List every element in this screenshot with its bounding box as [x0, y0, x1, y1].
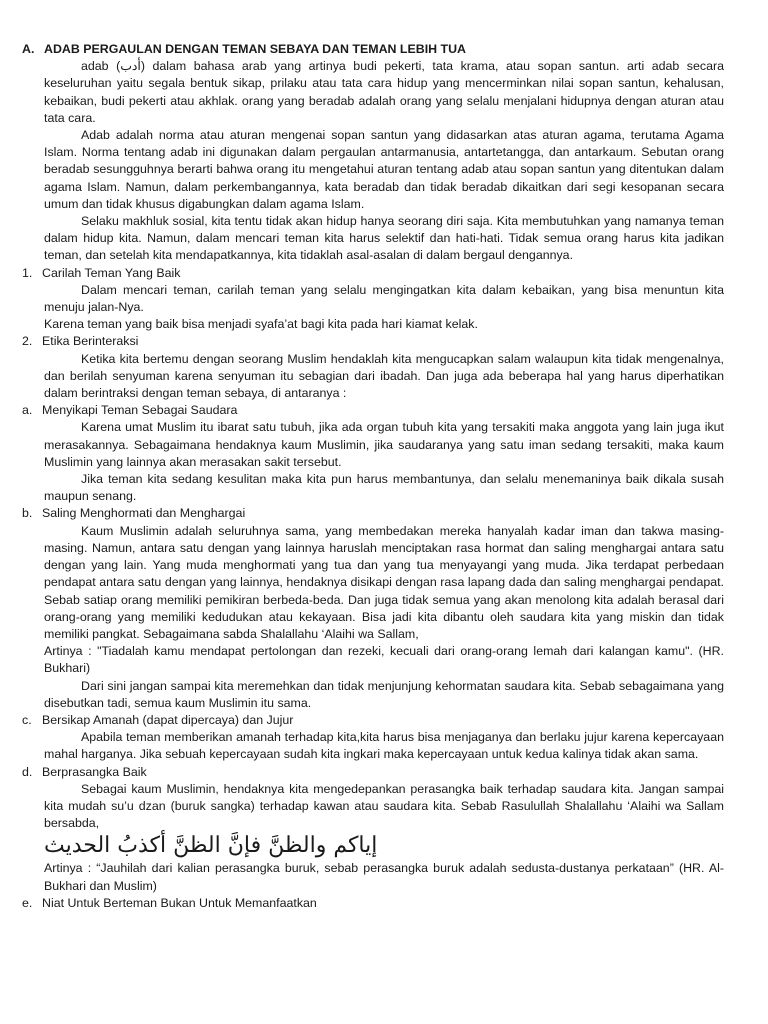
item-title: Bersikap Amanah (dapat dipercaya) dan Jujur	[42, 712, 294, 727]
item-number: 1.	[22, 265, 33, 280]
item-number: e.	[22, 895, 33, 910]
paragraph: Karena umat Muslim itu ibarat satu tubuh, jika ada organ tubuh kita yang tersakiti maka anggota yang lain juga ikut merasakannya. Sebagaimana hendaknya kaum Muslimin, jika saudaranya yang satu iman sedang tersakiti, maka kaum Muslimin yang lainnya akan merasakan sakit tersebut.	[44, 420, 724, 469]
item-heading	[22, 265, 724, 282]
section-heading	[22, 41, 724, 58]
paragraph: Kaum Muslimin adalah seluruhnya sama, yang membedakan mereka hanyalah kadar iman dan takwa masing-masing. Namun, antara satu dengan yang lainnya haruslah menciptakan rasa hormat dan saling menghargai antara satu dengan yang lain. Yang muda menghormati yang tua dan yang tua menyayangi yang muda. Jika terdapat perbedaan pendapat antara satu dengan yang lainnya, hendaknya disikapi dengan rasa lapang dada dan saling menghargai pendapat. Sebab satiap orang memiliki pemikiran berbeda-beda. Dan juga tidak semua yang akan menolong kita adalah berasal dari orang-orang yang memiliki kedudukan atau kekayaan. Bisa jadi kita dibantu oleh saudara kita yang miskin dan tidak memiliki pangkat. Sebagaimana sabda Shalallahu ‘Alaihi wa Sallam,	[44, 523, 724, 641]
item-heading	[22, 895, 724, 912]
item-heading	[22, 505, 724, 522]
paragraph: Dalam mencari teman, carilah teman yang selalu mengingatkan kita dalam kebaikan, yang bisa menuntun kita menuju jalan-Nya.	[44, 282, 724, 315]
item-body	[22, 282, 724, 334]
item-number: a.	[22, 403, 33, 418]
item-body	[22, 860, 724, 894]
item-heading	[22, 764, 724, 781]
paragraph: Dari sini jangan sampai kita meremehkan dan tidak menjunjung kehormatan saudara kita. Sebab sebagaimana yang disebutkan tadi, semua kaum Muslimin itu sama.	[44, 678, 724, 710]
paragraph: Artinya : "Tiadalah kamu mendapat pertolongan dan rezeki, kecuali dari orang-orang lemah dari kalangan kamu". (HR. Bukhari)	[44, 644, 724, 676]
section-body	[22, 58, 724, 264]
item-title: Saling Menghormati dan Menghargai	[42, 506, 246, 521]
paragraph: Artinya : “Jauhilah dari kalian perasangka buruk, sebab perasangka buruk adalah sedusta-dustanya perkataan” (HR. Al-Bukhari dan Muslim)	[44, 861, 724, 893]
item-title: Berprasangka Baik	[42, 764, 147, 779]
item-number: c.	[22, 712, 32, 727]
item-body	[22, 419, 724, 505]
item-heading	[22, 402, 724, 419]
item-title: Etika Berinteraksi	[42, 334, 139, 349]
item-title: Niat Untuk Berteman Bukan Untuk Memanfaatkan	[42, 895, 317, 910]
item-body	[22, 781, 724, 833]
paragraph: Jika teman kita sedang kesulitan maka kita pun harus membantunya, dan selalu menemaninya baik dikala susah maupun senang.	[44, 472, 724, 504]
paragraph: Adab adalah norma atau aturan mengenai sopan santun yang didasarkan atas aturan agama, terutama Agama Islam. Norma tentang adab ini digunakan dalam pergaulan antarmanusia, antartetangga, dan antarkaum. Sebutan orang beradab sesungguhnya berarti bahwa orang itu mengetahui aturan tentang adab atau sopan santun yang ditentukan dalam agama Islam. Namun, dalam perkembangannya, kata beradab dan tidak beradab dikaitkan dari segi kesopanan secara umum dan tidak khusus digabungkan dalam agama Islam.	[44, 128, 724, 211]
item-heading	[22, 333, 724, 350]
paragraph: Ketika kita bertemu dengan seorang Muslim hendaklah kita mengucapkan salam walaupun kita tidak mengenalnya, dan berilah senyuman karena senyuman itu sebagian dari ibadah. Dan juga ada beberapa hal yang harus diperhatikan dalam berintraksi dengan teman sebaya, di antaranya :	[44, 351, 724, 401]
paragraph: Karena teman yang baik bisa menjadi syafa’at bagi kita pada hari kiamat kelak.	[44, 317, 478, 332]
paragraph: Apabila teman memberikan amanah terhadap kita,kita harus bisa menjaganya dan berlaku jujur karena kepercayaan mahal harganya. Jika sebuah kepercayaan sudah kita ingkari maka kepercayaan untuk kedua kalinya tidak akan sama.	[44, 730, 724, 762]
item-heading	[22, 712, 724, 729]
paragraph: adab (أدب) dalam bahasa arab yang artinya budi pekerti, tata krama, atau sopan santun. arti adab secara keseluruhan yaitu segala bentuk sikap, prilaku atau tata cara hidup yang mencerminkan nilai sopan santun, kehalusan, kebaikan, budi pekerti atau akhlak. orang yang beradab adalah orang yang selalu menjalani hidupnya dengan aturan atau tata cara.	[44, 59, 724, 125]
item-title: Carilah Teman Yang Baik	[42, 265, 181, 280]
section-number: A.	[22, 42, 35, 56]
paragraph: Sebagai kaum Muslimin, hendaknya kita mengedepankan perasangka baik terhadap saudara kita. Jangan sampai kita mudah su’u dzan (buruk sangka) terhadap kawan atau saudara kita. Sebab Rasulullah Shalallahu ‘Alaihi wa Sallam bersabda,	[44, 781, 724, 831]
item-body	[22, 729, 724, 763]
arabic-hadith-text: إياكم والظنَّ فإنَّ الظنَّ أكذبُ الحديث	[44, 833, 378, 859]
paragraph: Selaku makhluk sosial, kita tentu tidak akan hidup hanya seorang diri saja. Kita membutuhkan yang namanya teman dalam hidup kita. Namun, dalam mencari teman kita harus selektif dan hati-hati. Tidak semua orang harus kita jadikan teman, dan setelah kita mendapatkannya, kita tidaklah asal-asalan di dalam bergaul dengannya.	[44, 214, 724, 263]
item-number: 2.	[22, 334, 33, 349]
item-number: b.	[22, 506, 33, 521]
item-body	[22, 351, 724, 403]
section-title: ADAB PERGAULAN DENGAN TEMAN SEBAYA DAN TEMAN LEBIH TUA	[44, 42, 466, 56]
item-title: Menyikapi Teman Sebagai Saudara	[42, 403, 238, 418]
item-body	[22, 523, 724, 712]
item-number: d.	[22, 764, 33, 779]
